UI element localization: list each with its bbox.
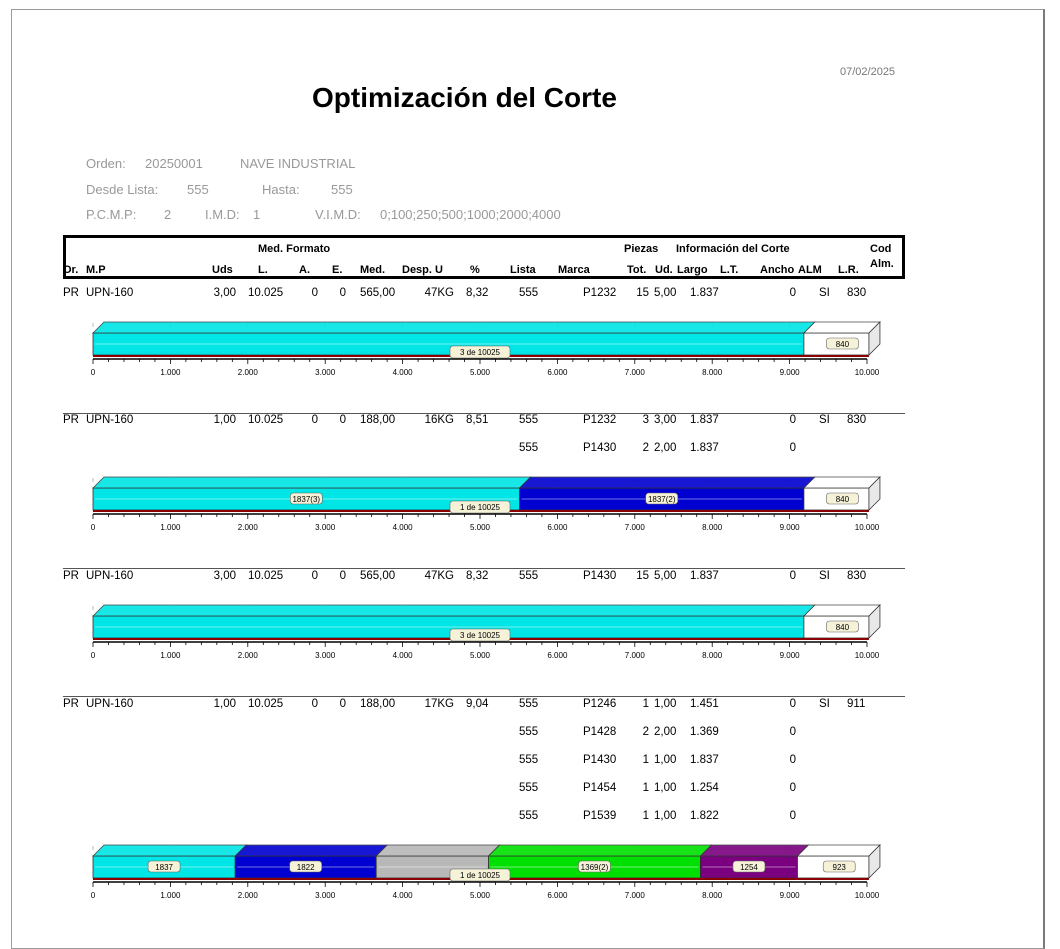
header-piezas: Piezas [624,243,659,255]
axis-tick-label: 9.000 [779,523,800,532]
row-marca: P1232 [583,414,617,426]
row-lr: 830 [847,414,867,426]
group-pct: 8,32 [466,570,489,582]
axis-tick-label: 8.000 [702,368,723,377]
row-lista: 555 [519,698,539,710]
header-lista: Lista [510,264,536,276]
row-tot: 2 [642,726,649,738]
row-ud: 1,00 [654,698,677,710]
cut-bar-chart [12,474,1046,544]
axis-tick-label: 4.000 [392,891,413,900]
report-date: 07/02/2025 [840,66,896,78]
desde-label: Desde Lista: [86,182,159,197]
header-med: Med. [360,264,386,276]
cut-bar-chart [12,602,1046,672]
row-marca: P1539 [583,810,617,822]
row-lista: 555 [519,810,539,822]
header-alm: Alm. [870,258,894,270]
axis-tick-label: 0 [90,891,96,900]
row-lista: 555 [519,754,539,766]
hasta-label: Hasta: [262,182,300,197]
axis-tick-label: 9.000 [779,368,800,377]
axis-tick-label: 8.000 [702,523,723,532]
axis-tick-label: 2.000 [237,368,258,377]
header-tot: Tot. [627,264,647,276]
row-lista: 555 [519,414,539,426]
cut-segment-top [520,477,815,488]
header-ancho: Ancho [760,264,795,276]
axis-tick-label: 9.000 [779,651,800,660]
axis-tick-label: 1.000 [160,891,181,900]
axis-tick-label: 3.000 [315,891,336,900]
segment-label: 1822 [296,863,315,872]
axis-tick-label: 5.000 [469,523,491,532]
axis-tick-label: 7.000 [624,891,645,900]
header-largo: Largo [677,264,708,276]
row-marca: P1232 [583,287,617,299]
row-ud: 1,00 [654,754,677,766]
bar-count-label: 3 de 10025 [459,631,501,640]
axis-tick-label: 7.000 [624,651,645,660]
header-desp-u: Desp. U [402,264,443,276]
row-largo: 1.369 [690,726,719,738]
header-alm-col: ALM [798,264,822,276]
header-lr: L.R. [838,264,859,276]
cut-segment-top [700,845,808,856]
group-e: 0 [339,698,346,710]
row-largo: 1.254 [690,782,719,794]
row-ud: 2,00 [654,442,677,454]
row-largo: 1.837 [690,287,719,299]
cut-segment-top [489,845,712,856]
row-marca: P1430 [583,754,617,766]
row-ancho: 0 [789,287,796,299]
header-a: A. [299,264,310,276]
row-lista: 555 [519,570,539,582]
row-tot: 2 [642,442,649,454]
segment-label: 1254 [740,863,758,872]
group-or: PR [63,698,79,710]
segment-label: 923 [832,863,846,872]
axis-tick-label: 4.000 [392,368,413,377]
row-lr: 911 [847,698,866,710]
header-l: L. [258,264,268,276]
axis-tick-label: 2.000 [237,891,258,900]
axis-tick-label: 5.000 [469,368,491,377]
cut-segment-top [93,605,815,616]
axis-tick-label: 8.000 [702,891,723,900]
row-marca: P1430 [583,570,617,582]
group-med: 565,00 [360,287,396,299]
group-med: 188,00 [360,414,396,426]
group-pct: 9,04 [466,698,489,710]
header-e: E. [332,264,343,276]
header-ud: Ud. [655,264,673,276]
group-separator [63,568,905,569]
imd-value: 1 [253,207,261,222]
segment-label: 840 [835,340,850,349]
header-cod: Cod [870,243,892,255]
cut-segment-top [376,845,499,856]
report-title: Optimización del Corte [312,82,617,113]
group-desp: 17KG [424,698,454,710]
row-lista: 555 [519,442,539,454]
axis-tick-label: 5.000 [469,891,491,900]
row-tot: 1 [642,782,649,794]
row-alm: SI [819,570,830,582]
segment-label: 840 [835,495,850,504]
segment-label: 1837(3) [292,495,321,504]
group-med: 565,00 [360,570,396,582]
row-tot: 15 [636,570,649,582]
group-mp: UPN-160 [86,414,134,426]
row-marca: P1430 [583,442,617,454]
group-pct: 8,32 [466,287,489,299]
group-or: PR [63,414,79,426]
row-ud: 3,00 [654,414,677,426]
row-ancho: 0 [789,726,796,738]
axis-tick-label: 10.000 [854,891,880,900]
row-largo: 1.837 [690,570,719,582]
row-ancho: 0 [789,570,796,582]
axis-tick-label: 7.000 [624,368,645,377]
row-ancho: 0 [789,698,796,710]
header-uds: Uds [212,264,233,276]
row-largo: 1.837 [690,414,719,426]
row-alm: SI [819,287,830,299]
row-ud: 1,00 [654,782,677,794]
axis-tick-label: 2.000 [237,651,258,660]
axis-tick-label: 0 [90,523,96,532]
group-separator [63,696,905,697]
bar-count-label: 3 de 10025 [459,348,501,357]
axis-tick-label: 3.000 [315,368,336,377]
axis-tick-label: 1.000 [160,651,181,660]
cut-segment-top [804,477,880,488]
row-ud: 2,00 [654,726,677,738]
group-a: 0 [311,414,318,426]
group-length: 10.025 [248,698,284,710]
row-largo: 1.822 [690,810,719,822]
axis-tick-label: 2.000 [237,523,258,532]
cut-segment-top [804,605,880,616]
group-e: 0 [339,287,346,299]
axis-tick-label: 0 [90,651,96,660]
header-info-corte: Información del Corte [676,243,790,255]
row-ud: 5,00 [654,570,677,582]
bar-count-label: 1 de 10025 [459,871,501,880]
row-tot: 1 [642,754,649,766]
row-lista: 555 [519,287,539,299]
row-tot: 1 [642,698,649,710]
axis-tick-label: 4.000 [392,651,413,660]
axis-tick-label: 6.000 [547,891,568,900]
group-med: 188,00 [360,698,396,710]
row-ud: 1,00 [654,810,677,822]
row-marca: P1428 [583,726,617,738]
axis-tick-label: 8.000 [702,651,723,660]
header-mp: M.P [86,264,106,276]
axis-tick-label: 0 [90,368,96,377]
axis-tick-label: 10.000 [854,368,880,377]
row-ancho: 0 [789,810,796,822]
axis-tick-label: 9.000 [779,891,800,900]
header-or: Or. [63,264,79,276]
row-largo: 1.837 [690,442,719,454]
group-mp: UPN-160 [86,570,134,582]
row-marca: P1454 [583,782,617,794]
row-tot: 1 [642,810,649,822]
axis-tick-label: 10.000 [854,651,880,660]
group-length: 10.025 [248,287,284,299]
row-lr: 830 [847,287,867,299]
segment-label: 1369(2) [580,863,609,872]
orden-name: NAVE INDUSTRIAL [240,156,356,171]
header-pct: % [470,264,480,276]
group-mp: UPN-160 [86,698,134,710]
group-length: 10.025 [248,570,284,582]
row-ancho: 0 [789,782,796,794]
row-marca: P1246 [583,698,617,710]
group-desp: 47KG [424,287,454,299]
row-ancho: 0 [789,414,796,426]
row-tot: 15 [636,287,649,299]
row-alm: SI [819,414,830,426]
desde-value: 555 [187,182,209,197]
header-med-formato: Med. Formato [258,243,331,255]
group-desp: 47KG [424,570,454,582]
group-or: PR [63,287,79,299]
axis-tick-label: 7.000 [624,523,645,532]
axis-tick-label: 6.000 [547,523,568,532]
group-uds: 1,00 [213,698,236,710]
segment-label: 1837 [155,863,173,872]
axis-tick-label: 1.000 [160,523,181,532]
group-uds: 1,00 [213,414,236,426]
group-desp: 16KG [424,414,454,426]
cut-bar-chart [12,842,1046,912]
axis-tick-label: 5.000 [469,651,491,660]
row-lista: 555 [519,782,539,794]
header-lt: L.T. [720,264,739,276]
axis-tick-label: 4.000 [392,523,413,532]
bar-count-label: 1 de 10025 [459,503,501,512]
row-ancho: 0 [789,754,796,766]
cut-segment-top [804,322,880,333]
cut-bar-chart [12,319,1046,389]
cut-segment-top [93,322,815,333]
axis-tick-label: 3.000 [315,523,336,532]
axis-tick-label: 1.000 [160,368,181,377]
row-largo: 1.451 [690,698,719,710]
axis-tick-label: 10.000 [854,523,880,532]
group-mp: UPN-160 [86,287,134,299]
cut-segment-top [797,845,879,856]
pcmp-label: P.C.M.P: [86,207,137,222]
report-page [11,9,1045,949]
axis-tick-label: 3.000 [315,651,336,660]
row-tot: 3 [642,414,649,426]
hasta-value: 555 [331,182,353,197]
group-a: 0 [311,698,318,710]
row-lista: 555 [519,726,539,738]
group-e: 0 [339,570,346,582]
group-uds: 3,00 [213,287,236,299]
segment-label: 840 [835,623,850,632]
group-a: 0 [311,570,318,582]
row-ancho: 0 [789,442,796,454]
group-pct: 8,51 [466,414,489,426]
group-length: 10.025 [248,414,284,426]
header-marca: Marca [558,264,590,276]
segment-label: 1837(2) [647,495,676,504]
group-e: 0 [339,414,346,426]
axis-tick-label: 6.000 [547,368,568,377]
pcmp-value: 2 [164,207,172,222]
axis-tick-label: 6.000 [547,651,568,660]
row-lr: 830 [847,570,867,582]
row-largo: 1.837 [690,754,719,766]
cut-segment-top [93,477,531,488]
vimd-label: V.I.M.D: [315,207,361,222]
group-uds: 3,00 [213,570,236,582]
row-alm: SI [819,698,830,710]
cut-segment-top [93,845,246,856]
row-ud: 5,00 [654,287,677,299]
vimd-value: 0;100;250;500;1000;2000;4000 [380,207,561,222]
imd-label: I.M.D: [205,207,240,222]
orden-label: Orden: [86,156,126,171]
group-a: 0 [311,287,318,299]
cut-segment-top [235,845,387,856]
group-or: PR [63,570,79,582]
orden-value: 20250001 [145,156,203,171]
